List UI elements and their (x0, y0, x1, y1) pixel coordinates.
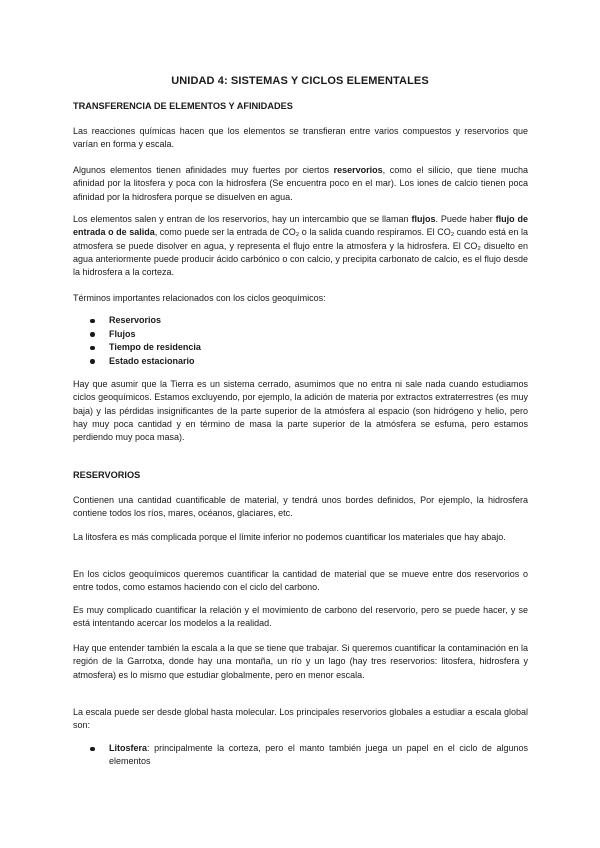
paragraph: Es muy complicado cuantificar la relación y el movimiento de carbono del reservorio, pero se puede hacer, y se está intentando acercar los modelos a la realidad. (73, 605, 528, 629)
paragraph (73, 213, 528, 279)
bold-term: flujo de entrada o de salida (73, 214, 529, 238)
section-heading-reservorios: RESERVORIOS (73, 470, 141, 480)
bold-term: reservorios (333, 165, 383, 175)
section-heading-transferencia: TRANSFERENCIA DE ELEMENTOS Y AFINIDADES (73, 101, 293, 111)
page-title: UNIDAD 4: SISTEMAS Y CICLOS ELEMENTALES (171, 75, 429, 87)
paragraph: Contienen una cantidad cuantificable de material, y tendrá unos bordes definidos, Por ejemplo, la hidrosfera contiene todos los ríos, mares, océanos, glaciares, etc. (73, 495, 528, 519)
text-run: , como el silicio, que tiene mucha afinidad por la litosfera y poca con la hidrosfera (Se encuentra poco en el mar). Los iones de calcio tienen poca afinidad por la hidrosfera porque se disuelven en agua. (73, 165, 528, 202)
terms-list (90, 314, 201, 368)
text-run: : principalmente la corteza, pero el manto también juega un papel en el ciclo de algunos elementos (109, 743, 528, 767)
paragraph: Hay que asumir que la Tierra es un sistema cerrado, asumimos que no entra ni sale nada cuando estudiamos ciclos geoquímicos. Estamos excluyendo, por ejemplo, la adición de materia por extractos extraterrestres (es muy baja) y las pérdidas insignificantes de la parte superior de la atmósfera al espacio (son hidrógeno y helio, pero hay muy poca cantidad y en término de masa la parte superior de la atmósfera se esfuma, pero estamos perdiendo muy poca masa). (73, 379, 528, 443)
text-run: Los elementos salen y entran de los reservorios, hay un intercambio que se llaman (73, 214, 412, 224)
paragraph: La escala puede ser desde global hasta molecular. Los principales reservorios globales a estudiar a escala global son: (73, 707, 528, 731)
list-item: Reservorios (90, 314, 201, 328)
paragraph: En los ciclos geoquímicos queremos cuantificar la cantidad de material que se mueve entre dos reservorios o entre todos, como estamos haciendo con el ciclo del carbono. (73, 569, 528, 593)
list-item: Flujos (90, 328, 201, 342)
paragraph: La litosfera es más complicada porque el límite inferior no podemos cuantificar los materiales que hay abajo. (73, 532, 506, 542)
list-item: Estado estacionario (90, 355, 201, 369)
bold-term: flujos (411, 214, 436, 224)
paragraph: Hay que entender también la escala a la que se tiene que trabajar. Si queremos cuantificar la contaminación en la región de la Garrotxa, donde hay una montaña, un río y un lago (hay tres reservorios: litosfera, hidrosfera y atmosfera) es lo mismo que estudiar globalmente, pero en menor escala. (73, 643, 528, 680)
text-run: , como puede ser la entrada de CO₂ o la salida cuando respiramos. El CO₂ cuando está en la atmosfera se puede disolver en agua, y representa el flujo entre la atmosfera y la hidrosfera. El CO₂ disuelto en agua anteriormente puede producir ácido carbónico o con calcio, y precipita carbonato de calcio, es el flujo desde la hidrosfera a la corteza. (73, 227, 528, 278)
bold-term: Litosfera (109, 743, 148, 753)
text-run: . Puede haber (435, 214, 496, 224)
list-item: Tiempo de residencia (90, 341, 201, 355)
list-item (90, 742, 528, 769)
text-run: Algunos elementos tienen afinidades muy fuertes por ciertos (73, 165, 334, 175)
paragraph: Términos importantes relacionados con los ciclos geoquímicos: (73, 293, 326, 303)
paragraph: Las reacciones químicas hacen que los elementos se transfieran entre varios compuestos y reservorios que varían en forma y escala. (73, 126, 528, 150)
paragraph (73, 164, 528, 204)
reservoirs-list (90, 742, 528, 769)
